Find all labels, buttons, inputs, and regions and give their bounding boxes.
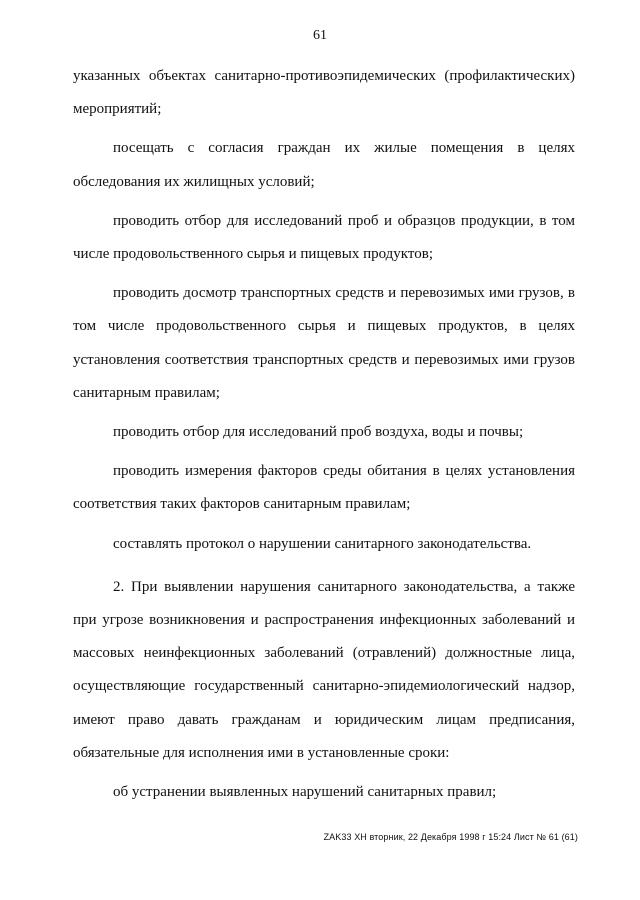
document-body xyxy=(73,60,575,815)
paragraph-7: составлять протокол о нарушении санитарного законодательства. xyxy=(113,535,532,552)
paragraph-6: проводить измерения факторов среды обитания в целях установления соответствия таких факторов санитарным правилам; xyxy=(73,463,575,513)
paragraph-9: об устранении выявленных нарушений санитарных правил; xyxy=(113,784,497,801)
paragraph-1: указанных объектах санитарно-противоэпидемических (профилактических) мероприятий; xyxy=(73,68,575,118)
paragraph-5: проводить отбор для исследований проб воздуха, воды и почвы; xyxy=(113,424,524,441)
paragraph-2: посещать с согласия граждан их жилые помещения в целях обследования их жилищных условий; xyxy=(73,140,575,190)
page-footer: ZAK33 ХН вторник, 22 Декабря 1998 г 15:24 Лист № 61 (61) xyxy=(323,832,578,842)
paragraph-4: проводить досмотр транспортных средств и перевозимых ими грузов, в том числе продовольственного сырья и пищевых продуктов, в целях установления соответствия транспортных средств и перевозимых ими грузов санитарным правилам; xyxy=(73,285,575,401)
paragraph-3: проводить отбор для исследований проб и образцов продукции, в том числе продовольственного сырья и пищевых продуктов; xyxy=(73,212,575,263)
paragraph-8: 2. При выявлении нарушения санитарного законодательства, а также при угрозе возникновения и распространения инфекционных заболеваний и массовых неинфекционных заболеваний (отравлений) должностные лица, осуществляющие государственный санитарно-эпидемиологический надзор, имеют право давать гражданам и юридическим лицам предписания, обязательные для исполнения ими в установленные сроки: xyxy=(73,578,575,761)
page-number: 61 xyxy=(313,28,327,43)
